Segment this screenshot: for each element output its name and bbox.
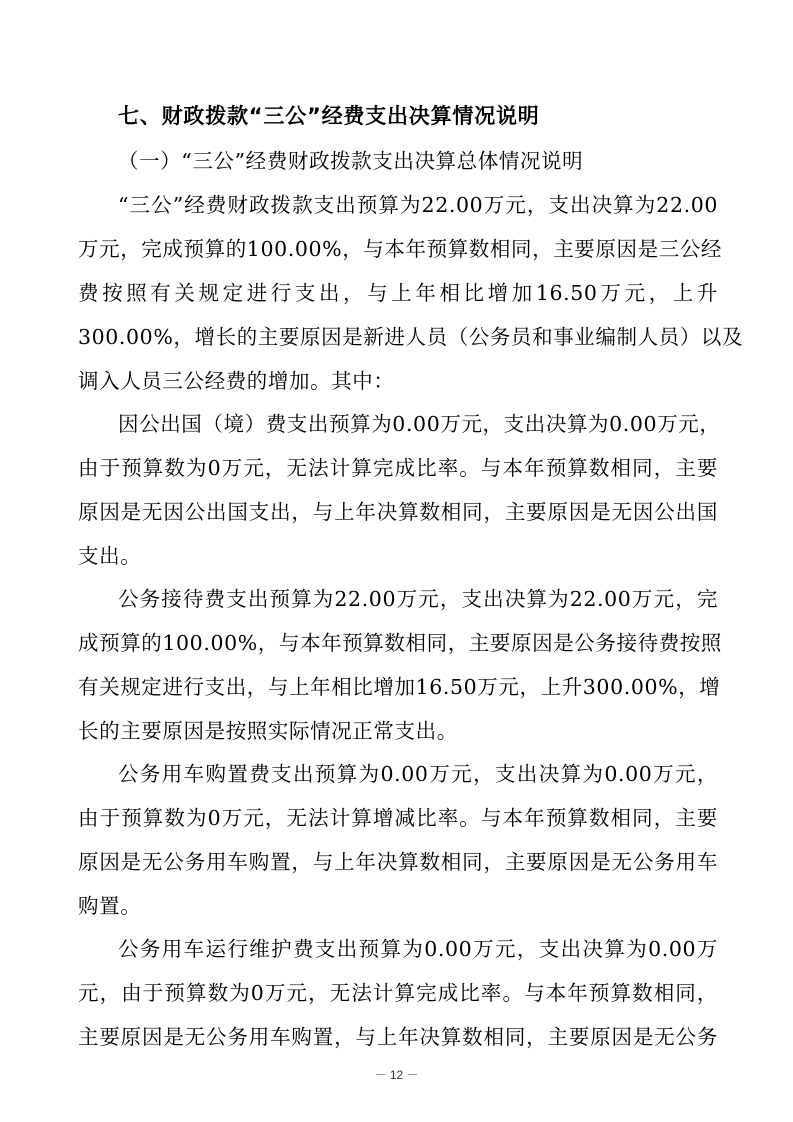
section-heading: 七、财政拨款“三公”经费支出决算情况说明 — [118, 104, 540, 128]
paragraph-line: 购置。 — [78, 894, 142, 918]
paragraph-line: 调入人员三公经费的增加。其中： — [78, 369, 395, 393]
paragraph-line: 300.00%，增长的主要原因是新进人员（公务员和事业编制人员）以及 — [78, 325, 744, 349]
paragraph-line: 原因是无因公出国支出，与上年决算数相同，主要原因是无因公出国 — [78, 500, 718, 524]
page-number: － 12 － — [374, 1068, 419, 1082]
paragraph-line: 有关规定进行支出，与上年相比增加16.50万元，上升300.00%，增 — [78, 675, 721, 699]
paragraph-line: 由于预算数为0万元，无法计算完成比率。与本年预算数相同，主要 — [78, 456, 718, 480]
paragraph-line: 由于预算数为0万元，无法计算增减比率。与本年预算数相同，主要 — [78, 806, 718, 830]
subheading: （一）“三公”经费财政拨款支出决算总体情况说明 — [118, 149, 584, 173]
paragraph-line: 主要原因是无公务用车购置，与上年决算数相同，主要原因是无公务 — [78, 1025, 718, 1049]
paragraph-line: 公务用车购置费支出预算为0.00万元，支出决算为0.00万元， — [118, 762, 718, 786]
paragraph-line: 长的主要原因是按照实际情况正常支出。 — [78, 719, 458, 743]
paragraph-line: 费按照有关规定进行支出，与上年相比增加16.50万元，上升 — [78, 281, 718, 305]
paragraph-line: 公务用车运行维护费支出预算为0.00万元，支出决算为0.00万 — [118, 937, 718, 961]
paragraph-line: 公务接待费支出预算为22.00万元，支出决算为22.00万元，完 — [118, 587, 718, 611]
paragraph-line: 支出。 — [78, 544, 142, 568]
paragraph-line: 成预算的100.00%，与本年预算数相同，主要原因是公务接待费按照 — [78, 631, 723, 655]
paragraph-line: “三公”经费财政拨款支出预算为22.00万元，支出决算为22.00 — [118, 193, 718, 217]
paragraph-line: 元，由于预算数为0万元，无法计算完成比率。与本年预算数相同， — [78, 981, 718, 1005]
paragraph-line: 原因是无公务用车购置，与上年决算数相同，主要原因是无公务用车 — [78, 850, 718, 874]
paragraph-line: 因公出国（境）费支出预算为0.00万元，支出决算为0.00万元， — [118, 412, 721, 436]
paragraph-line: 万元，完成预算的100.00%，与本年预算数相同，主要原因是三公经 — [78, 237, 723, 261]
